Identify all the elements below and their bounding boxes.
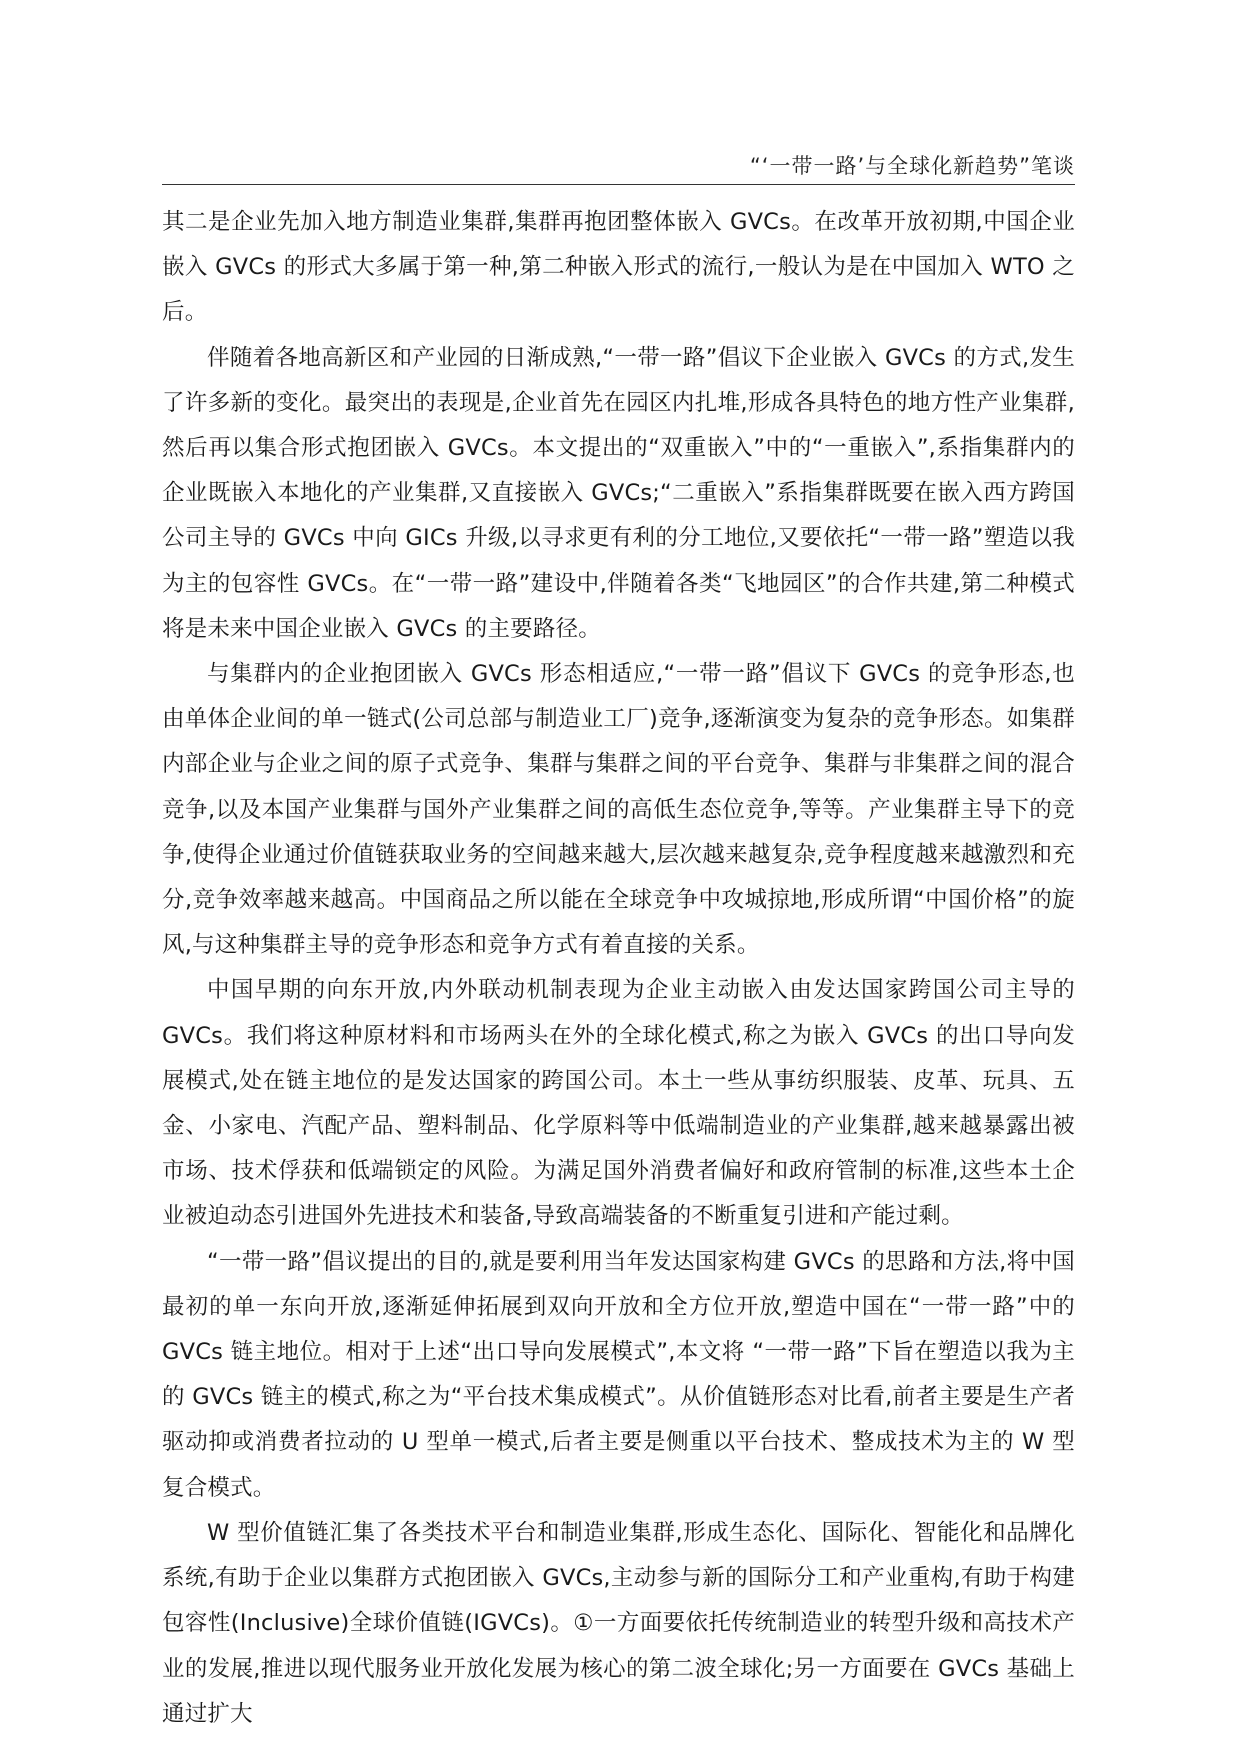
paragraph-2: 伴随着各地高新区和产业园的日渐成熟,“一带一路”倡议下企业嵌入 GVCs 的方式,发生了许多新的变化。最突出的表现是,企业首先在园区内扎堆,形成各具特色的地方性产业集群,然后再以集合形式抱团嵌入 GVCs。本文提出的“双重嵌入”中的“一重嵌入”,系指集群内的企业既嵌入本地化的产业集群,又直接嵌入 GVCs;“二重嵌入”系指集群既要在嵌入西方跨国公司主导的 GVCs 中向 GICs 升级,以寻求更有利的分工地位,又要依托“一带一路”塑造以我为主的包容性 GVCs。在“一带一路”建设中,伴随着各类“飞地园区”的合作共建,第二种模式将是未来中国企业嵌入 GVCs 的主要路径。 <box>162 344 1075 642</box>
paragraph-4: 中国早期的向东开放,内外联动机制表现为企业主动嵌入由发达国家跨国公司主导的 GVCs。我们将这种原材料和市场两头在外的全球化模式,称之为嵌入 GVCs 的出口导向发展模式,处在链主地位的是发达国家的跨国公司。本土一些从事纺织服装、皮革、玩具、五金、小家电、汽配产品、塑料制品、化学原料等中低端制造业的产业集群,越来越暴露出被市场、技术俘获和低端锁定的风险。为满足国外消费者偏好和政府管制的标准,这些本土企业被迫动态引进国外先进技术和装备,导致高端装备的不断重复引进和产能过剩。 <box>162 977 1075 1230</box>
paragraph-3: 与集群内的企业抱团嵌入 GVCs 形态相适应,“一带一路”倡议下 GVCs 的竞争形态,也由单体企业间的单一链式(公司总部与制造业工厂)竞争,逐渐演变为复杂的竞争形态。如集群内部企业与企业之间的原子式竞争、集群与集群之间的平台竞争、集群与非集群之间的混合竞争,以及本国产业集群与国外产业集群之间的高低生态位竞争,等等。产业集群主导下的竞争,使得企业通过价值链获取业务的空间越来越大,层次越来越复杂,竞争程度越来越激烈和充分,竞争效率越来越高。中国商品之所以能在全球竞争中攻城掠地,形成所谓“中国价格”的旋风,与这种集群主导的竞争形态和竞争方式有着直接的关系。 <box>162 661 1075 959</box>
paragraph-1: 其二是企业先加入地方制造业集群,集群再抱团整体嵌入 GVCs。在改革开放初期,中国企业嵌入 GVCs 的形式大多属于第一种,第二种嵌入形式的流行,一般认为是在中国加入 WTO 之后。 <box>162 209 1075 326</box>
paragraph-6: W 型价值链汇集了各类技术平台和制造业集群,形成生态化、国际化、智能化和品牌化系统,有助于企业以集群方式抱团嵌入 GVCs,主动参与新的国际分工和产业重构,有助于构建包容性(Inclusive)全球价值链(IGVCs)。①一方面要依托传统制造业的转型升级和高技术产业的发展,推进以现代服务业开放化发展为核心的第二波全球化;另一方面要在 GVCs 基础上通过扩大 <box>162 1519 1075 1727</box>
running-head: “‘一带一路’与全球化新趋势”笔谈 <box>749 154 1075 178</box>
article-body <box>162 200 1075 1737</box>
paragraph-5: “一带一路”倡议提出的目的,就是要利用当年发达国家构建 GVCs 的思路和方法,将中国最初的单一东向开放,逐渐延伸拓展到双向开放和全方位开放,塑造中国在“一带一路”中的 GVCs 链主地位。相对于上述“出口导向发展模式”,本文将 “一带一路”下旨在塑造以我为主的 GVCs 链主的模式,称之为“平台技术集成模式”。从价值链形态对比看,前者主要是生产者驱动抑或消费者拉动的 U 型单一模式,后者主要是侧重以平台技术、整成技术为主的 W 型复合模式。 <box>162 1248 1075 1501</box>
page-header <box>162 140 1075 185</box>
